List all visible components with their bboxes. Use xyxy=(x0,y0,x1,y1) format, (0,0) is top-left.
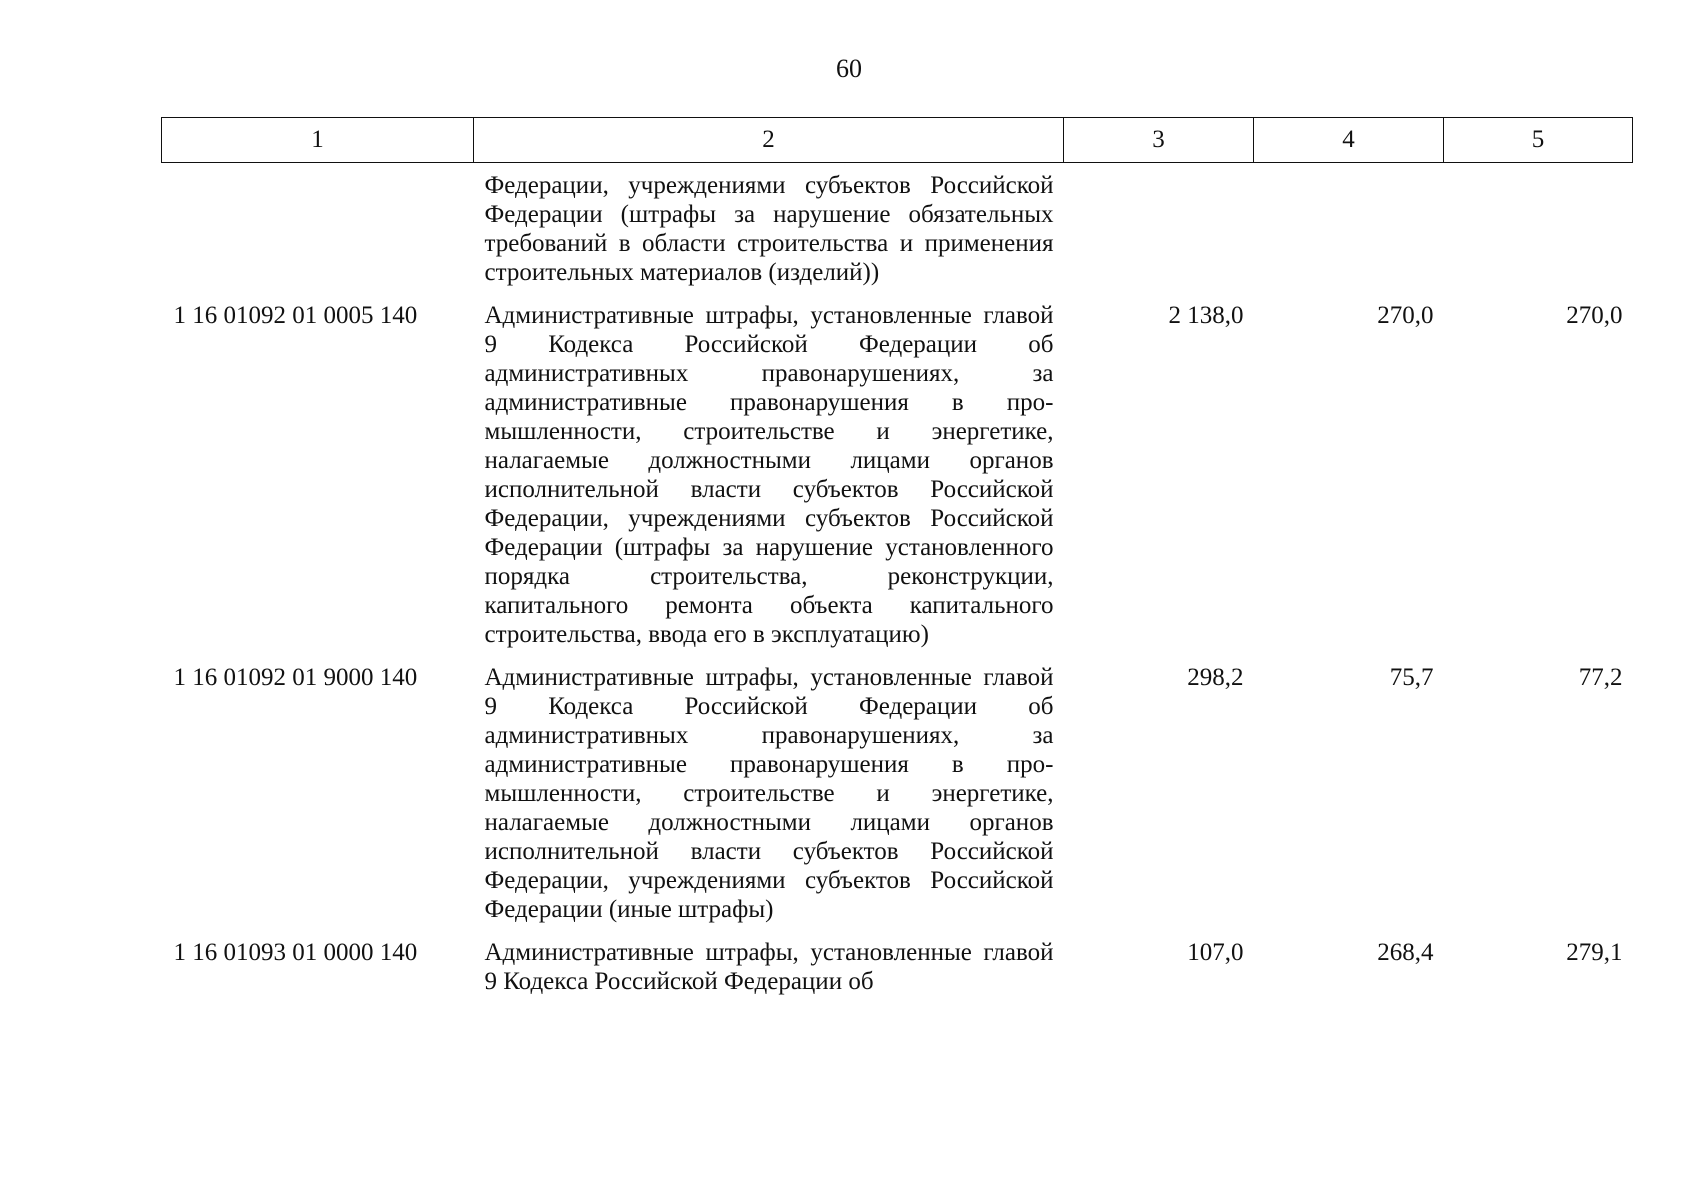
table-row xyxy=(162,924,1633,996)
row-value-col4: 75,7 xyxy=(1389,664,1434,691)
page-number: 60 xyxy=(836,54,862,83)
row-code: 1 16 01092 01 0005 140 xyxy=(173,302,418,329)
row-value-col5: 279,1 xyxy=(1566,939,1623,966)
row-description: Административные штрафы, установленные главой 9 Кодекса Российской Федерации об административных правонарушениях, за административные правонарушения в промышленности, строительстве и энергетике, налагаемые должностными лицами органов исполнительной власти субъектов Российской Федерации, учреждениями субъектов Российской Федерации (штрафы за нарушение установленного порядка строительства, реконструкции, капитального ремонта объекта капитального строительства, ввода его в эксплуатацию) xyxy=(484,302,1054,648)
table-row xyxy=(162,163,1633,288)
row-value-col4: 270,0 xyxy=(1377,302,1434,329)
row-value-col3: 298,2 xyxy=(1187,664,1244,691)
column-header-1: 1 xyxy=(162,118,474,163)
row-code xyxy=(162,163,474,288)
row-value-col5: 270,0 xyxy=(1566,302,1623,329)
table-row xyxy=(162,649,1633,924)
column-header-5: 5 xyxy=(1444,118,1633,163)
column-header-2: 2 xyxy=(474,118,1064,163)
row-value-col5 xyxy=(1444,163,1633,288)
header-row xyxy=(162,118,1633,163)
row-value-col5: 77,2 xyxy=(1578,664,1623,691)
table-header xyxy=(162,118,1633,163)
row-code: 1 16 01093 01 0000 140 xyxy=(173,939,418,966)
row-value-col3 xyxy=(1064,163,1254,288)
row-description: Административные штрафы, установленные главой 9 Кодекса Российской Федерации об административных правонарушениях, за административные правонарушения в промышленности, строительстве и энергетике, налагаемые должностными лицами органов исполнительной власти субъектов Российской Федерации, учреждениями субъектов Российской Федерации (иные штрафы) xyxy=(484,664,1054,923)
table-body xyxy=(162,163,1633,997)
row-value-col4: 268,4 xyxy=(1377,939,1434,966)
row-description: Федерации, учреждениями субъектов Российской Федерации (штрафы за нарушение обязательных требований в области строительства и применения строительных материалов (изделий)) xyxy=(484,172,1054,286)
table-row xyxy=(162,287,1633,649)
row-value-col4 xyxy=(1254,163,1444,288)
revenue-table xyxy=(161,117,1633,996)
column-header-3: 3 xyxy=(1064,118,1254,163)
column-header-4: 4 xyxy=(1254,118,1444,163)
row-value-col3: 107,0 xyxy=(1187,939,1244,966)
row-code: 1 16 01092 01 9000 140 xyxy=(173,664,418,691)
row-value-col3: 2 138,0 xyxy=(1168,302,1244,329)
row-description: Административные штрафы, установленные главой 9 Кодекса Российской Федерации об xyxy=(484,939,1054,995)
